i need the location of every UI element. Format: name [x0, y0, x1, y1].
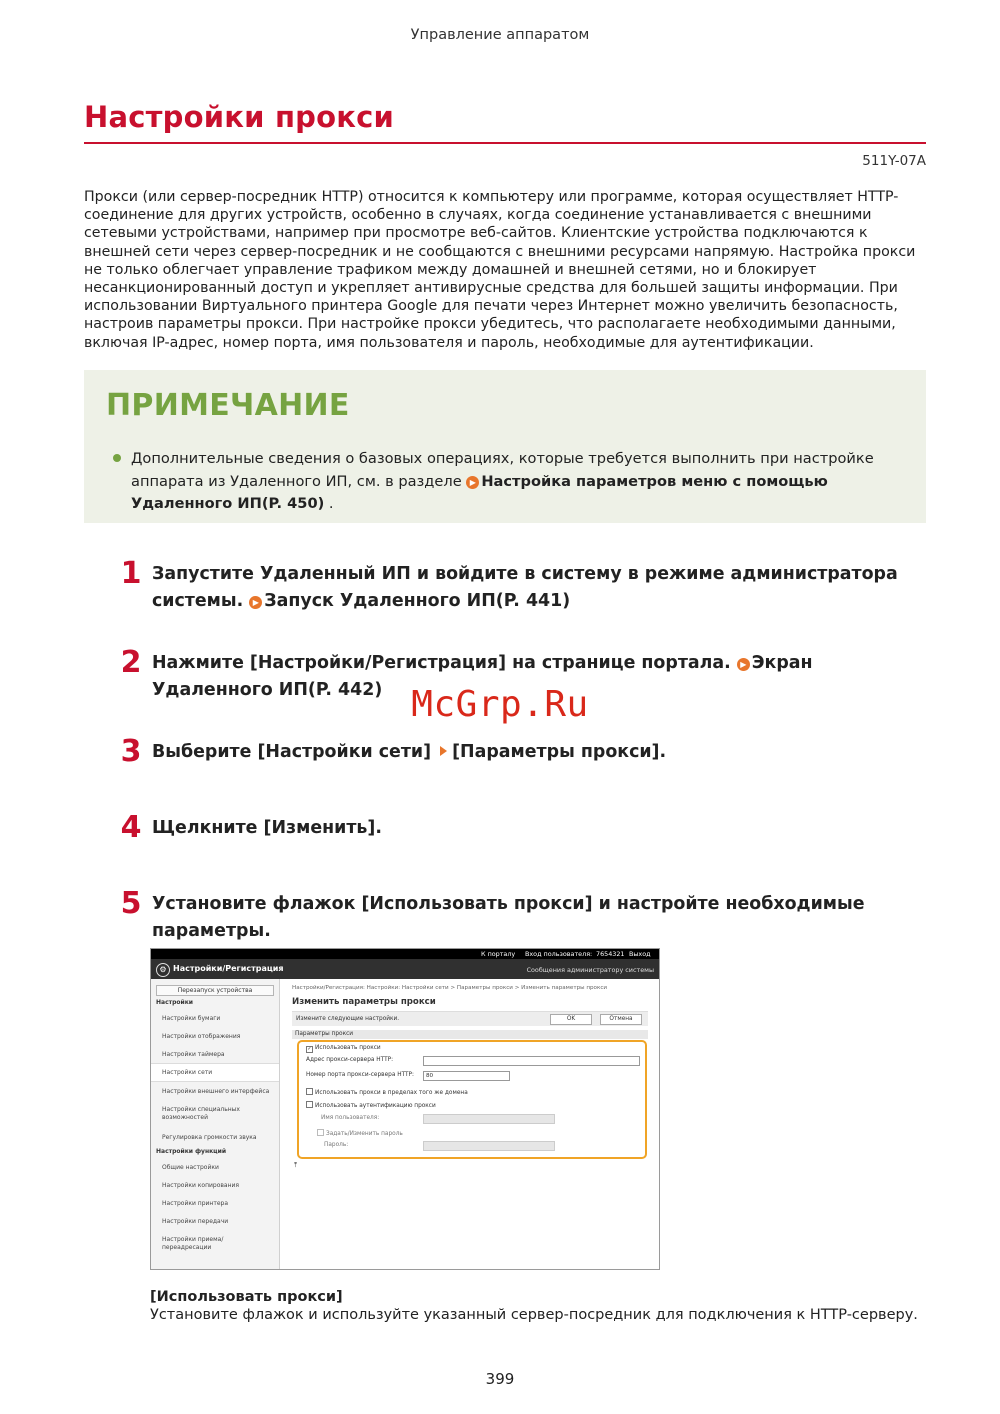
- sidebar-item[interactable]: Настройки передачи: [162, 1218, 229, 1225]
- step-number: 4: [120, 810, 142, 845]
- step-link[interactable]: Запуск Удаленного ИП(P. 441): [264, 591, 571, 611]
- proxy-group-header: [292, 1030, 648, 1039]
- set-password-checkbox[interactable]: [317, 1129, 324, 1136]
- screenshot-action-bar: [292, 1011, 648, 1026]
- link-arrow-icon: ▶: [466, 476, 479, 489]
- screenshot-sidebar: [151, 979, 280, 1269]
- param-description: Установите флажок и используйте указанный сервер-посредник для подключения к HTTP-серверу.: [150, 1307, 918, 1323]
- sidebar-item[interactable]: Настройки таймера: [162, 1051, 225, 1058]
- user-id: 7654321: [596, 950, 625, 958]
- link-arrow-icon: ▶: [249, 596, 262, 609]
- note-text-after: .: [324, 495, 334, 512]
- note-text-before: Дополнительные сведения о базовых операциях, которые требуется выполнить при настройке аппарата из Удаленного ИП, см. в разделе: [131, 450, 874, 490]
- sidebar-item-network[interactable]: Настройки сети: [162, 1069, 213, 1076]
- remote-ui-screenshot: [150, 948, 660, 1270]
- admin-message-link[interactable]: Сообщения администратору системы: [526, 966, 654, 974]
- note-link[interactable]: Настройка параметров меню с помощью Удаленного ИП(P. 450): [131, 472, 828, 512]
- sidebar-item[interactable]: Настройки копирования: [162, 1182, 240, 1189]
- sidebar-item[interactable]: Настройки внешнего интерфейса: [162, 1088, 270, 1095]
- same-domain-checkbox[interactable]: [306, 1088, 313, 1095]
- http-address-input[interactable]: [423, 1056, 640, 1066]
- screenshot-brand: Настройки/Регистрация: [173, 964, 284, 973]
- document-code: 511Y-07A: [862, 153, 926, 169]
- page-title: Настройки прокси: [84, 100, 395, 134]
- step-number: 2: [120, 645, 142, 680]
- sidebar-section-settings: Настройки: [156, 999, 194, 1006]
- bullet-icon: [113, 454, 121, 462]
- running-header: Управление аппаратом: [410, 27, 590, 43]
- http-port-label: Номер порта прокси-сервера HTTP:: [306, 1072, 414, 1078]
- use-proxy-label: Использовать прокси: [315, 1045, 381, 1051]
- screenshot-page-title: Изменить параметры прокси: [292, 997, 436, 1007]
- sidebar-section-functions: Настройки функций: [156, 1148, 227, 1155]
- sidebar-item[interactable]: Регулировка громкости звука: [162, 1134, 257, 1141]
- arrow-right-icon: [440, 746, 447, 756]
- action-bar-text: Измените следующие настройки.: [296, 1016, 400, 1022]
- username-input[interactable]: [423, 1114, 555, 1124]
- sidebar-item[interactable]: Настройки специальных возможностей: [162, 1106, 240, 1121]
- password-input[interactable]: [423, 1141, 555, 1151]
- watermark: McGrp.Ru: [411, 684, 589, 725]
- password-label: Пароль:: [324, 1142, 349, 1148]
- sidebar-item[interactable]: Настройки приема/переадресации: [162, 1236, 224, 1251]
- portal-link[interactable]: К порталу: [481, 950, 516, 958]
- same-domain-label: Использовать прокси в пределах того же домена: [315, 1090, 468, 1096]
- intro-paragraph: Прокси (или сервер-посредник HTTP) относится к компьютеру или программе, которая осуществляет HTTP-соединение для других устройств, особенно в случаях, когда соединение устанавливается с внешними сетевыми устройствами, например при просмотре веб-сайтов. Клиентские устройства подключаются к внешней сети через сервер-посредник и не сообщаются с внешними ресурсами напрямую. Настройка прокси не только облегчает управление трафиком между домашней и внешней сетями, но и блокирует несанкционированный доступ и укрепляет антивирусные средства для большей защиты информации. При использовании Виртуального принтера Google для печати через Интернет можно увеличить безопасность, настроив параметры прокси. При настройке прокси убедитесь, что располагаете необходимыми данными, включая IP-адрес, номер порта, имя пользователя и пароль, необходимые для аутентификации.: [84, 189, 916, 351]
- screenshot-header: [151, 959, 659, 979]
- ok-button[interactable]: OK: [550, 1014, 592, 1025]
- step-text: Щелкните [Изменить].: [152, 818, 382, 838]
- sidebar-item[interactable]: Общие настройки: [162, 1164, 219, 1171]
- sidebar-item[interactable]: Настройки отображения: [162, 1033, 241, 1040]
- step-number: 5: [120, 886, 142, 921]
- step-text: Установите флажок [Использовать прокси] и настройте необходимые параметры.: [152, 894, 865, 941]
- set-password-row: [317, 1129, 403, 1137]
- use-auth-row: [306, 1101, 436, 1109]
- use-auth-checkbox[interactable]: [306, 1101, 313, 1108]
- step-number: 1: [120, 556, 142, 591]
- same-domain-row: [306, 1088, 468, 1096]
- page-number: 399: [485, 1370, 515, 1388]
- restart-button[interactable]: Перезапуск устройства: [156, 985, 274, 996]
- settings-gear-icon: ⚙: [156, 963, 170, 977]
- step-text: [152, 561, 922, 615]
- screenshot-top-bar: [151, 949, 659, 959]
- scroll-top-icon[interactable]: ⤒: [294, 1161, 298, 1169]
- use-proxy-checkbox[interactable]: ✓: [307, 1046, 312, 1052]
- note-text: [131, 448, 911, 516]
- cancel-button[interactable]: Отмена: [600, 1014, 642, 1025]
- param-title: [Использовать прокси]: [150, 1289, 343, 1305]
- link-arrow-icon: ▶: [737, 658, 750, 671]
- http-port-input[interactable]: 80: [423, 1071, 510, 1081]
- note-heading: ПРИМЕЧАНИЕ: [106, 388, 350, 423]
- step-link[interactable]: Экран Удаленного ИП(P. 442): [152, 653, 813, 700]
- step-instruction: Выберите [Настройки сети]: [152, 742, 438, 762]
- logout-link[interactable]: Выход: [629, 950, 651, 958]
- set-password-label: Задать/Изменить пароль: [326, 1131, 403, 1137]
- screenshot-breadcrumb: Настройки/Регистрация: Настройки: Настройки сети > Параметры прокси > Изменить параметры прокси: [292, 985, 608, 991]
- use-proxy-row: [306, 1045, 381, 1053]
- step-instruction: Нажмите [Настройки/Регистрация] на странице портала.: [152, 653, 737, 673]
- step-instruction: Запустите Удаленный ИП и войдите в систему в режиме администратора системы.: [152, 564, 898, 611]
- http-address-label: Адрес прокси-сервера HTTP:: [306, 1057, 394, 1063]
- proxy-group-label: Параметры прокси: [295, 1031, 354, 1037]
- step-text: [152, 739, 922, 766]
- use-auth-label: Использовать аутентификацию прокси: [315, 1103, 436, 1109]
- step-number: 3: [120, 734, 142, 769]
- title-divider: [84, 142, 926, 144]
- user-label: Вход пользователя:: [525, 950, 593, 958]
- username-label: Имя пользователя:: [321, 1115, 380, 1121]
- sidebar-item[interactable]: Настройки принтера: [162, 1200, 229, 1207]
- step-instruction-tail: [Параметры прокси].: [452, 742, 667, 762]
- sidebar-item[interactable]: Настройки бумаги: [162, 1015, 221, 1022]
